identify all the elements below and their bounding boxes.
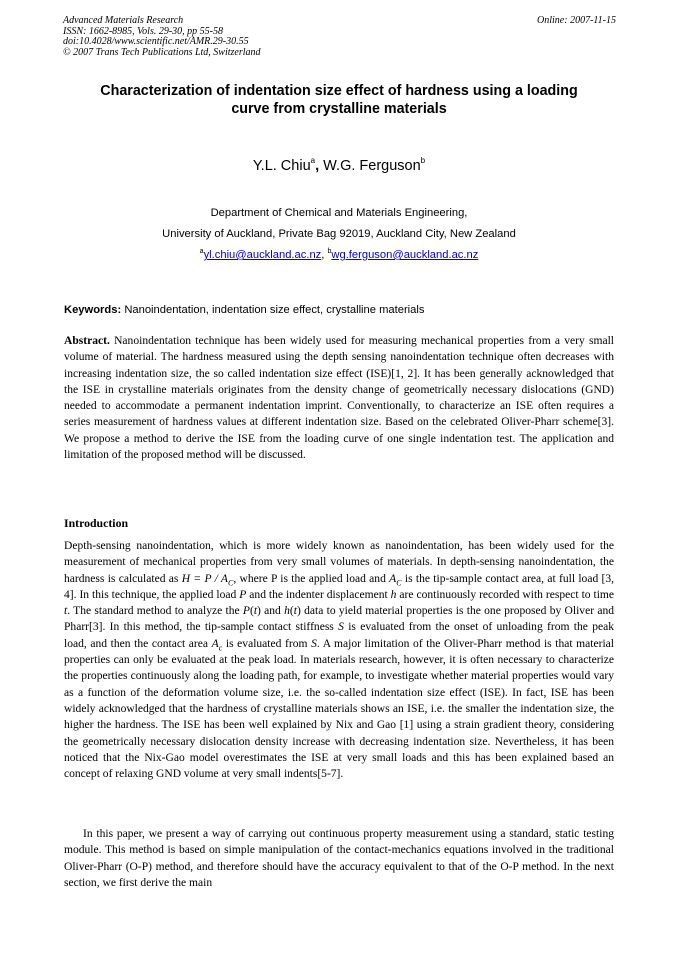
author-superscript: b <box>420 156 426 165</box>
email-superscript: b <box>327 248 332 255</box>
email-link-b[interactable]: wg.ferguson@auckland.ac.nz <box>331 249 479 261</box>
author-emails: $^a$yl.chiu@auckland.ac.nz, $^b$wg.ferguson@auckland.ac.nz <box>199 248 479 261</box>
keywords-text: Nanoindentation, indentation size effect, crystalline materials <box>124 304 425 316</box>
keywords <box>64 302 616 318</box>
paper-title <box>60 82 618 118</box>
journal-name: Advanced Materials Research <box>63 15 184 26</box>
intro-paragraph-1: Depth-sensing nanoindentation, which is more widely known as nanoindentation, has been widely used for the measurement of mechanical properties from very small volumes of materials. In depth-sensing nanoindentation, the hardness is calculated as $H = P / A_C$, where P is the applied load and $A_C$ is the tip-sample contact area, at full load [3, 4]. In this technique, the applied load P and the indenter displacement h are continuously recorded with respect to time t. The standard method to analyze the P(t) and h(t) data to yield material properties is the one proposed by Oliver and Pharr[3]. In this method, the tip-sample contact stiffness S is evaluated from the onset of unloading from the peak load, and then the contact area $A_c$ is evaluated from S. A major limitation of the Oliver-Pharr method is that material properties can only be evaluated at the peak load. In materials research, however, it is often necessary to characterize the properties continuously along the loading path, for example, to investigate whether material properties would vary as a function of the deformation volume size, i.e. the so-called indentation size effect (ISE). In fact, ISE has been widely acknowledged that the hardness of crystalline materials shows an ISE, i.e. the smaller the indentation size, the higher the hardness. The ISE has been well explained by Nix and Gao [1] using a strain gradient theory, considering the geometrically necessary dislocation density increase with decreasing indentation size. Nevertheless, it has been noticed that the Nix-Gao model overestimates the ISE at very small loads and this has been explained based an concept of relaxing GND volume at very small indents[5-7]. <box>64 540 615 781</box>
abstract <box>64 333 614 463</box>
title-line-1: Characterization of indentation size effect of hardness using a loading <box>100 83 578 99</box>
contact-area-symbol: $A_C$ <box>389 572 402 587</box>
abstract-text: Nanoindentation technique has been widely used for measuring mechanical properties from a very small volume of material. The hardness measured using the depth sensing nanoindentation technique often decreases with increasing indentation size, the so called indentation size effect (ISE)[1, 2]. It has been generally acknowledged that the ISE in crystalline materials originates from the density change of geometrically necessary dislocations (GND) needed to accommodate a permanent indentation imprint. Conventionally, to characterize an ISE often requires a series measurement of hardness values at different indentation size. Based on the celebrated Oliver-Pharr scheme[3]. We propose a method to derive the ISE from the loading curve of one single indentation test. The application and limitation of the proposed method will be discussed. <box>64 335 615 462</box>
online-date: Online: 2007-11-15 <box>537 15 616 26</box>
abstract-label: Abstract. <box>64 335 110 347</box>
author-name: Y.L. Chiu <box>252 158 311 174</box>
email-superscript: a <box>199 248 204 255</box>
journal-doi: doi:10.4028/www.scientific.net/AMR.29-30.55 <box>63 36 249 47</box>
author-superscript: a <box>310 156 316 165</box>
intro-paragraph-2: In this paper, we present a way of carrying out continuous property measurement using a standard, static testing module. This method is based on simple manipulation of the contact-mechanics equations involved in the traditional Oliver-Pharr (O-P) method, and therefore should have the accuracy equivalent to that of the O-P method. In the next section, we first derive the main <box>64 828 614 889</box>
author-name: W.G. Ferguson <box>323 158 421 174</box>
author-list: Y.L. Chiu$^a$, W.G. Ferguson$^b$ <box>252 156 426 174</box>
affiliation-department: Department of Chemical and Materials Engineering, <box>210 207 468 219</box>
keywords-label: Keywords: <box>64 304 122 316</box>
email-link-a[interactable]: yl.chiu@auckland.ac.nz <box>203 249 322 261</box>
journal-issn: ISSN: 1662-8985, Vols. 29-30, pp 55-58 <box>63 25 223 37</box>
hardness-equation: $H = P / A_C$ <box>181 572 234 587</box>
journal-header <box>63 16 616 58</box>
affiliation-address: University of Auckland, Private Bag 92019, Auckland City, New Zealand <box>162 228 516 240</box>
title-line-2: curve from crystalline materials <box>231 101 447 117</box>
affiliation <box>60 203 618 266</box>
section-heading: Introduction <box>64 516 129 530</box>
journal-copyright: © 2007 Trans Tech Publications Ltd, Switzerland <box>63 46 261 58</box>
